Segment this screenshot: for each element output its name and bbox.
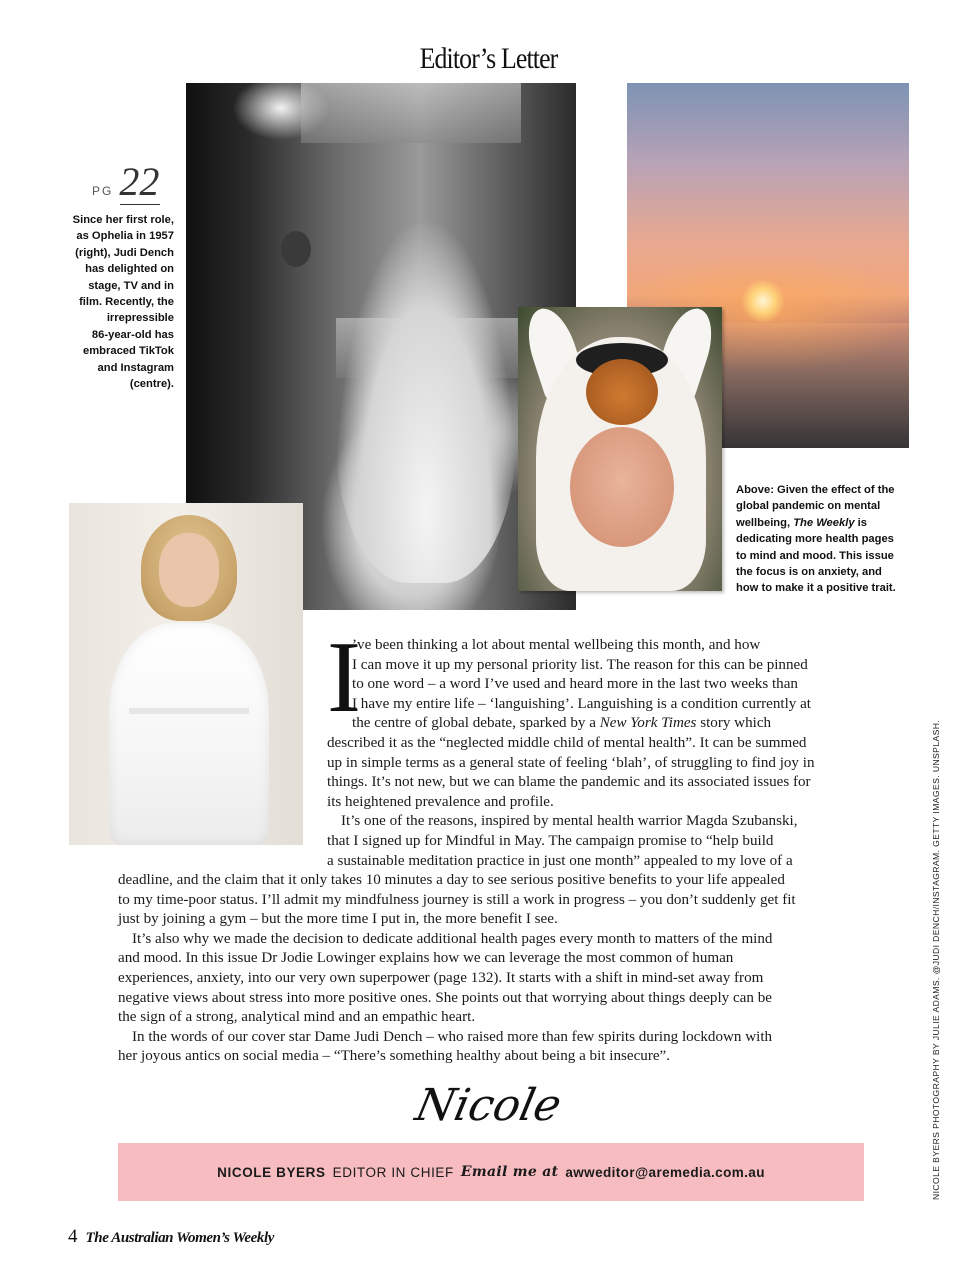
dress-belt: [129, 708, 249, 714]
caption-line: embraced TikTok: [83, 345, 174, 358]
letter-line: ’ve been thinking a lot about mental wellbeing this month, and how: [352, 637, 761, 653]
letter-text: the centre of global debate, sparked by a: [352, 715, 600, 732]
letter-line: the sign of a strong, analytical mind and an empathic heart.: [118, 1009, 476, 1026]
caption-line: film. Recently, the: [79, 296, 174, 309]
letter-line: her joyous antics on social media – “There’s something healthy about being a bit insecure”.: [118, 1048, 671, 1065]
email-link[interactable]: awweditor@aremedia.com.au: [565, 1164, 765, 1180]
letter-line: just by joining a gym – but the more time I put in, the more benefit I see.: [118, 911, 558, 928]
letter-line: In the words of our cover star Dame Judi Dench – who raised more than few spirits during lockdown with: [132, 1028, 773, 1045]
caption-text: is: [854, 516, 868, 529]
letter-text: story which: [696, 715, 772, 732]
caption-line: (right), Judi Dench: [75, 246, 174, 259]
owl-beak: [586, 359, 658, 425]
caption-line: to mind and mood. This issue: [736, 549, 894, 562]
page-reference-number: 22: [119, 159, 160, 204]
page-reference-rule: [120, 204, 160, 205]
letter-line: to my time-poor status. I’ll admit my mindfulness journey is still a work in progress – you don’t suddenly get fit: [118, 891, 796, 908]
photo-editor-portrait: [69, 503, 303, 845]
letter-line: described it as the “neglected middle child of mental health”. It can be summed: [327, 734, 807, 751]
letter-line: and mood. In this issue Dr Jodie Lowinger explains how we can leverage the most common of human: [118, 950, 734, 967]
caption-line: 86-year-old has: [91, 328, 174, 341]
letter-column-top: [327, 621, 867, 871]
photo-judi-dench-owl-hood: [518, 307, 722, 591]
letter-line: its heightened prevalence and profile.: [327, 793, 554, 810]
caption-line: global pandemic on mental: [736, 500, 881, 513]
letter-line: things. It’s not new, but we can blame the pandemic and its associated issues for: [327, 774, 811, 791]
letter-line: [327, 714, 867, 734]
face: [570, 427, 674, 547]
white-dress: [109, 623, 269, 845]
caption-line: (centre).: [129, 378, 174, 391]
caption-line: stage, TV and in: [88, 279, 174, 292]
caption-line: and Instagram: [97, 361, 174, 374]
drop-cap: I: [327, 621, 361, 734]
caption-judi-dench: [62, 212, 174, 392]
letter-line: to one word – a word I’ve used and heard more in the last two weeks than: [352, 676, 798, 693]
caption-health-pages: [736, 482, 912, 597]
caption-line: Above: Given the effect of the: [736, 484, 895, 496]
editor-role: EDITOR IN CHIEF: [332, 1164, 454, 1180]
photo-credit: NICOLE BYERS PHOTOGRAPHY BY JULIE ADAMS. @JUDI DENCH/INSTAGRAM. GETTY IMAGES. UNSPLASH.: [931, 719, 941, 1200]
caption-line: has delighted on: [85, 263, 174, 276]
page-reference[interactable]: [92, 158, 172, 205]
caption-line: Since her first role,: [72, 214, 174, 226]
editor-name: NICOLE BYERS: [217, 1164, 326, 1180]
letter-line: negative views about stress into more positive ones. She points out that worrying about things deeply can be: [118, 989, 772, 1006]
caption-line: how to make it a positive trait.: [736, 582, 896, 595]
caption-italic: The Weekly: [793, 516, 855, 529]
caption-line: [736, 515, 912, 531]
page-footer: [68, 1226, 274, 1248]
letter-line: that I signed up for Mindful in May. The campaign promise to “help build: [327, 832, 774, 849]
actress-head: [281, 231, 311, 267]
letter-line: up in simple terms as a general state of feeling ‘blah’, of struggling to find joy in: [327, 754, 815, 771]
letter-line: I can move it up my personal priority list. The reason for this can be pinned: [352, 656, 808, 673]
editor-signature: Nicole: [411, 1080, 566, 1131]
mirror-lights: [301, 83, 521, 143]
caption-text: wellbeing,: [736, 516, 794, 529]
letter-line: a sustainable meditation practice in just one month” appealed to my love of a: [327, 852, 793, 869]
caption-line: irrepressible: [106, 312, 174, 325]
letter-line: It’s one of the reasons, inspired by mental health warrior Magda Szubanski,: [341, 813, 798, 830]
letter-column-wide: [118, 871, 878, 1067]
tulle-gown: [336, 223, 516, 583]
magazine-name: The Australian Women’s Weekly: [85, 1230, 275, 1246]
caption-line: the focus is on anxiety, and: [736, 566, 882, 579]
caption-line: dedicating more health pages: [736, 533, 894, 546]
letter-line: experiences, anxiety, into our very own superpower (page 132). It starts with a shift in mind-set away from: [118, 969, 764, 986]
page-number: 4: [68, 1226, 78, 1247]
page-reference-label: PG: [92, 184, 114, 198]
letter-line: It’s also why we made the decision to dedicate additional health pages every month to matters of the mind: [132, 930, 773, 947]
letter-italic: New York Times: [599, 715, 697, 732]
section-title: Editor’s Letter: [419, 42, 558, 75]
contact-bar: [118, 1143, 864, 1201]
letter-line: I have my entire life – ‘languishing’. Languishing is a condition currently at: [352, 695, 811, 712]
email-cta: Email me at: [460, 1164, 559, 1180]
face: [159, 533, 219, 607]
letter-line: deadline, and the claim that it only takes 10 minutes a day to see serious positive benefits to your life appealed: [118, 872, 785, 888]
caption-line: as Ophelia in 1957: [76, 230, 174, 243]
